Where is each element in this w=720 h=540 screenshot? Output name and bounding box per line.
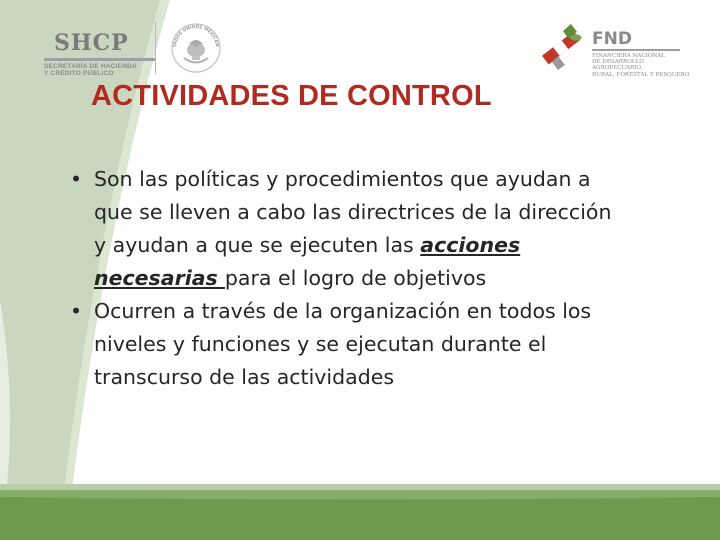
bullet-1-emphasis: acciones necesarias (94, 233, 521, 290)
fnd-subtitle-line2: DE DESARROLLO AGROPECUARIO, (592, 59, 644, 72)
bullet-list (70, 163, 630, 394)
shcp-subtitle-line2: Y CRÉDITO PÚBLICO (44, 70, 114, 77)
logo-separator (155, 22, 156, 74)
bullet-item-occurrence (70, 295, 630, 394)
shcp-subtitle-line1: SECRETARÍA DE HACIENDA (44, 63, 137, 70)
slide-title: ACTIVIDADES DE CONTROL (91, 80, 492, 112)
fnd-logo-subtitle (592, 53, 692, 78)
fnd-logo-rule (592, 49, 680, 51)
fnd-subtitle-line3: RURAL, FORESTAL Y PESQUERO (592, 71, 690, 78)
bullet-item-policies (70, 163, 630, 295)
fnd-subtitle-line1: FINANCIERA NACIONAL (592, 53, 666, 59)
fnd-logo-text: FND (592, 29, 632, 49)
bullet-2-text: Ocurren a través de la organización en todos los niveles y funciones y se ejecutan durante el transcurso de las actividades (94, 299, 592, 389)
shcp-logo-subtitle (44, 63, 164, 77)
seal-text: TADOS UNIDOS MEXICAN (172, 24, 220, 48)
footer-band-light (0, 484, 720, 490)
bullet-1-text-end: para el logro de objetivos (224, 266, 487, 290)
shcp-logo-rule (44, 58, 156, 61)
coat-of-arms-seal-icon (166, 18, 226, 78)
footer-band-highlight (0, 490, 720, 500)
shcp-logo-text: SHCP (54, 30, 129, 56)
bullet-dot: • (70, 299, 83, 323)
bullet-1-text: Son las políticas y procedimientos que ayudan a que se lleven a cabo las directrices de la dirección y ayudan a que se ejecuten las (94, 167, 612, 257)
fnd-logo (538, 22, 690, 78)
fnd-emblem-icon (538, 22, 588, 72)
bullet-dot: • (70, 167, 83, 191)
shcp-logo (36, 22, 236, 82)
